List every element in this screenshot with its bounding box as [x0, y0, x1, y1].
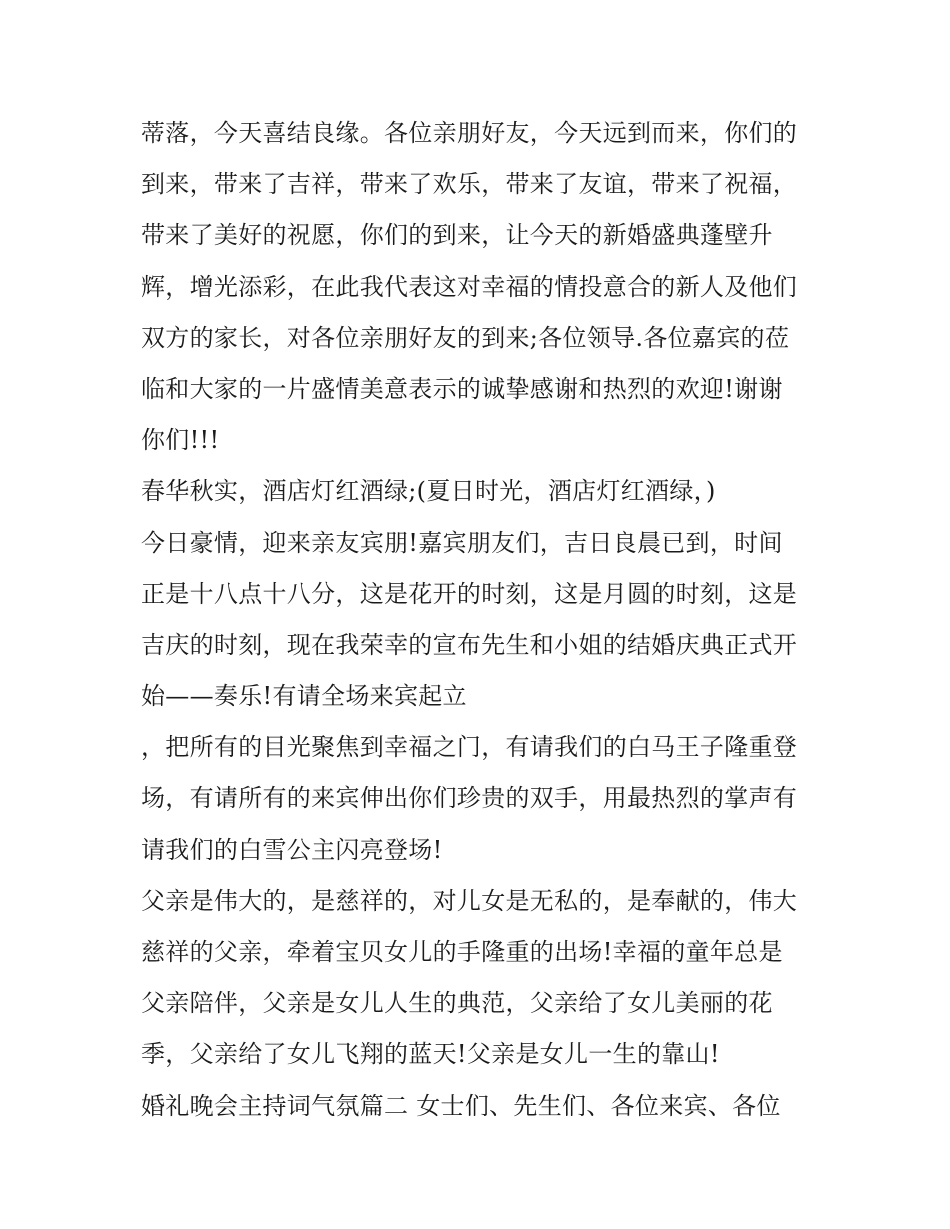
text-line: 蒂落，今天喜结良缘。各位亲朋好友，今天远到而来，你们的 [141, 119, 798, 147]
text-line: 你们!!! [141, 426, 220, 455]
text-line: 婚礼晚会主持词气氛篇二 女士们、先生们、各位来宾、各位 [141, 1091, 781, 1120]
text-line: 正是十八点十八分，这是花开的时刻，这是月圆的时刻，这是 [141, 579, 798, 608]
text-line: 双方的家长，对各位亲朋好友的到来;各位领导.各位嘉宾的莅 [141, 323, 790, 352]
text-line: 场，有请所有的来宾伸出你们珍贵的双手，用最热烈的掌声有 [141, 784, 798, 813]
text-line: 春华秋实，酒店灯红酒绿;(夏日时光，酒店灯红酒绿，) [141, 477, 716, 506]
text-line: 辉，增光添彩，在此我代表这对幸福的情投意合的新人及他们 [141, 272, 798, 301]
text-line: 今日豪情，迎来亲友宾朋!嘉宾朋友们，吉日良晨已到，时间 [141, 528, 783, 557]
text-line: 始——奏乐!有请全场来宾起立 [141, 682, 467, 711]
text-line: 吉庆的时刻，现在我荣幸的宣布先生和小姐的结婚庆典正式开 [141, 630, 798, 659]
document-body-text [141, 108, 831, 1132]
text-line: 季，父亲给了女儿飞翔的蓝天!父亲是女儿一生的靠山! [141, 1040, 720, 1069]
text-line: 父亲陪伴，父亲是女儿人生的典范，父亲给了女儿美丽的花 [141, 989, 773, 1018]
text-line: 临和大家的一片盛情美意表示的诚挚感谢和热烈的欢迎!谢谢 [141, 374, 783, 403]
text-line: 请我们的白雪公主闪亮登场! [141, 835, 443, 864]
text-line: 父亲是伟大的，是慈祥的，对儿女是无私的，是奉献的，伟大 [141, 886, 798, 915]
text-line: ，把所有的目光聚焦到幸福之门，有请我们的白马王子隆重登 [141, 733, 798, 762]
text-line: 到来，带来了吉祥，带来了欢乐，带来了友谊，带来了祝福， [141, 170, 798, 199]
text-line: 慈祥的父亲，牵着宝贝女儿的手隆重的出场!幸福的童年总是 [141, 938, 783, 966]
text-line: 带来了美好的祝愿，你们的到来，让今天的新婚盛典蓬壁升 [141, 221, 773, 250]
